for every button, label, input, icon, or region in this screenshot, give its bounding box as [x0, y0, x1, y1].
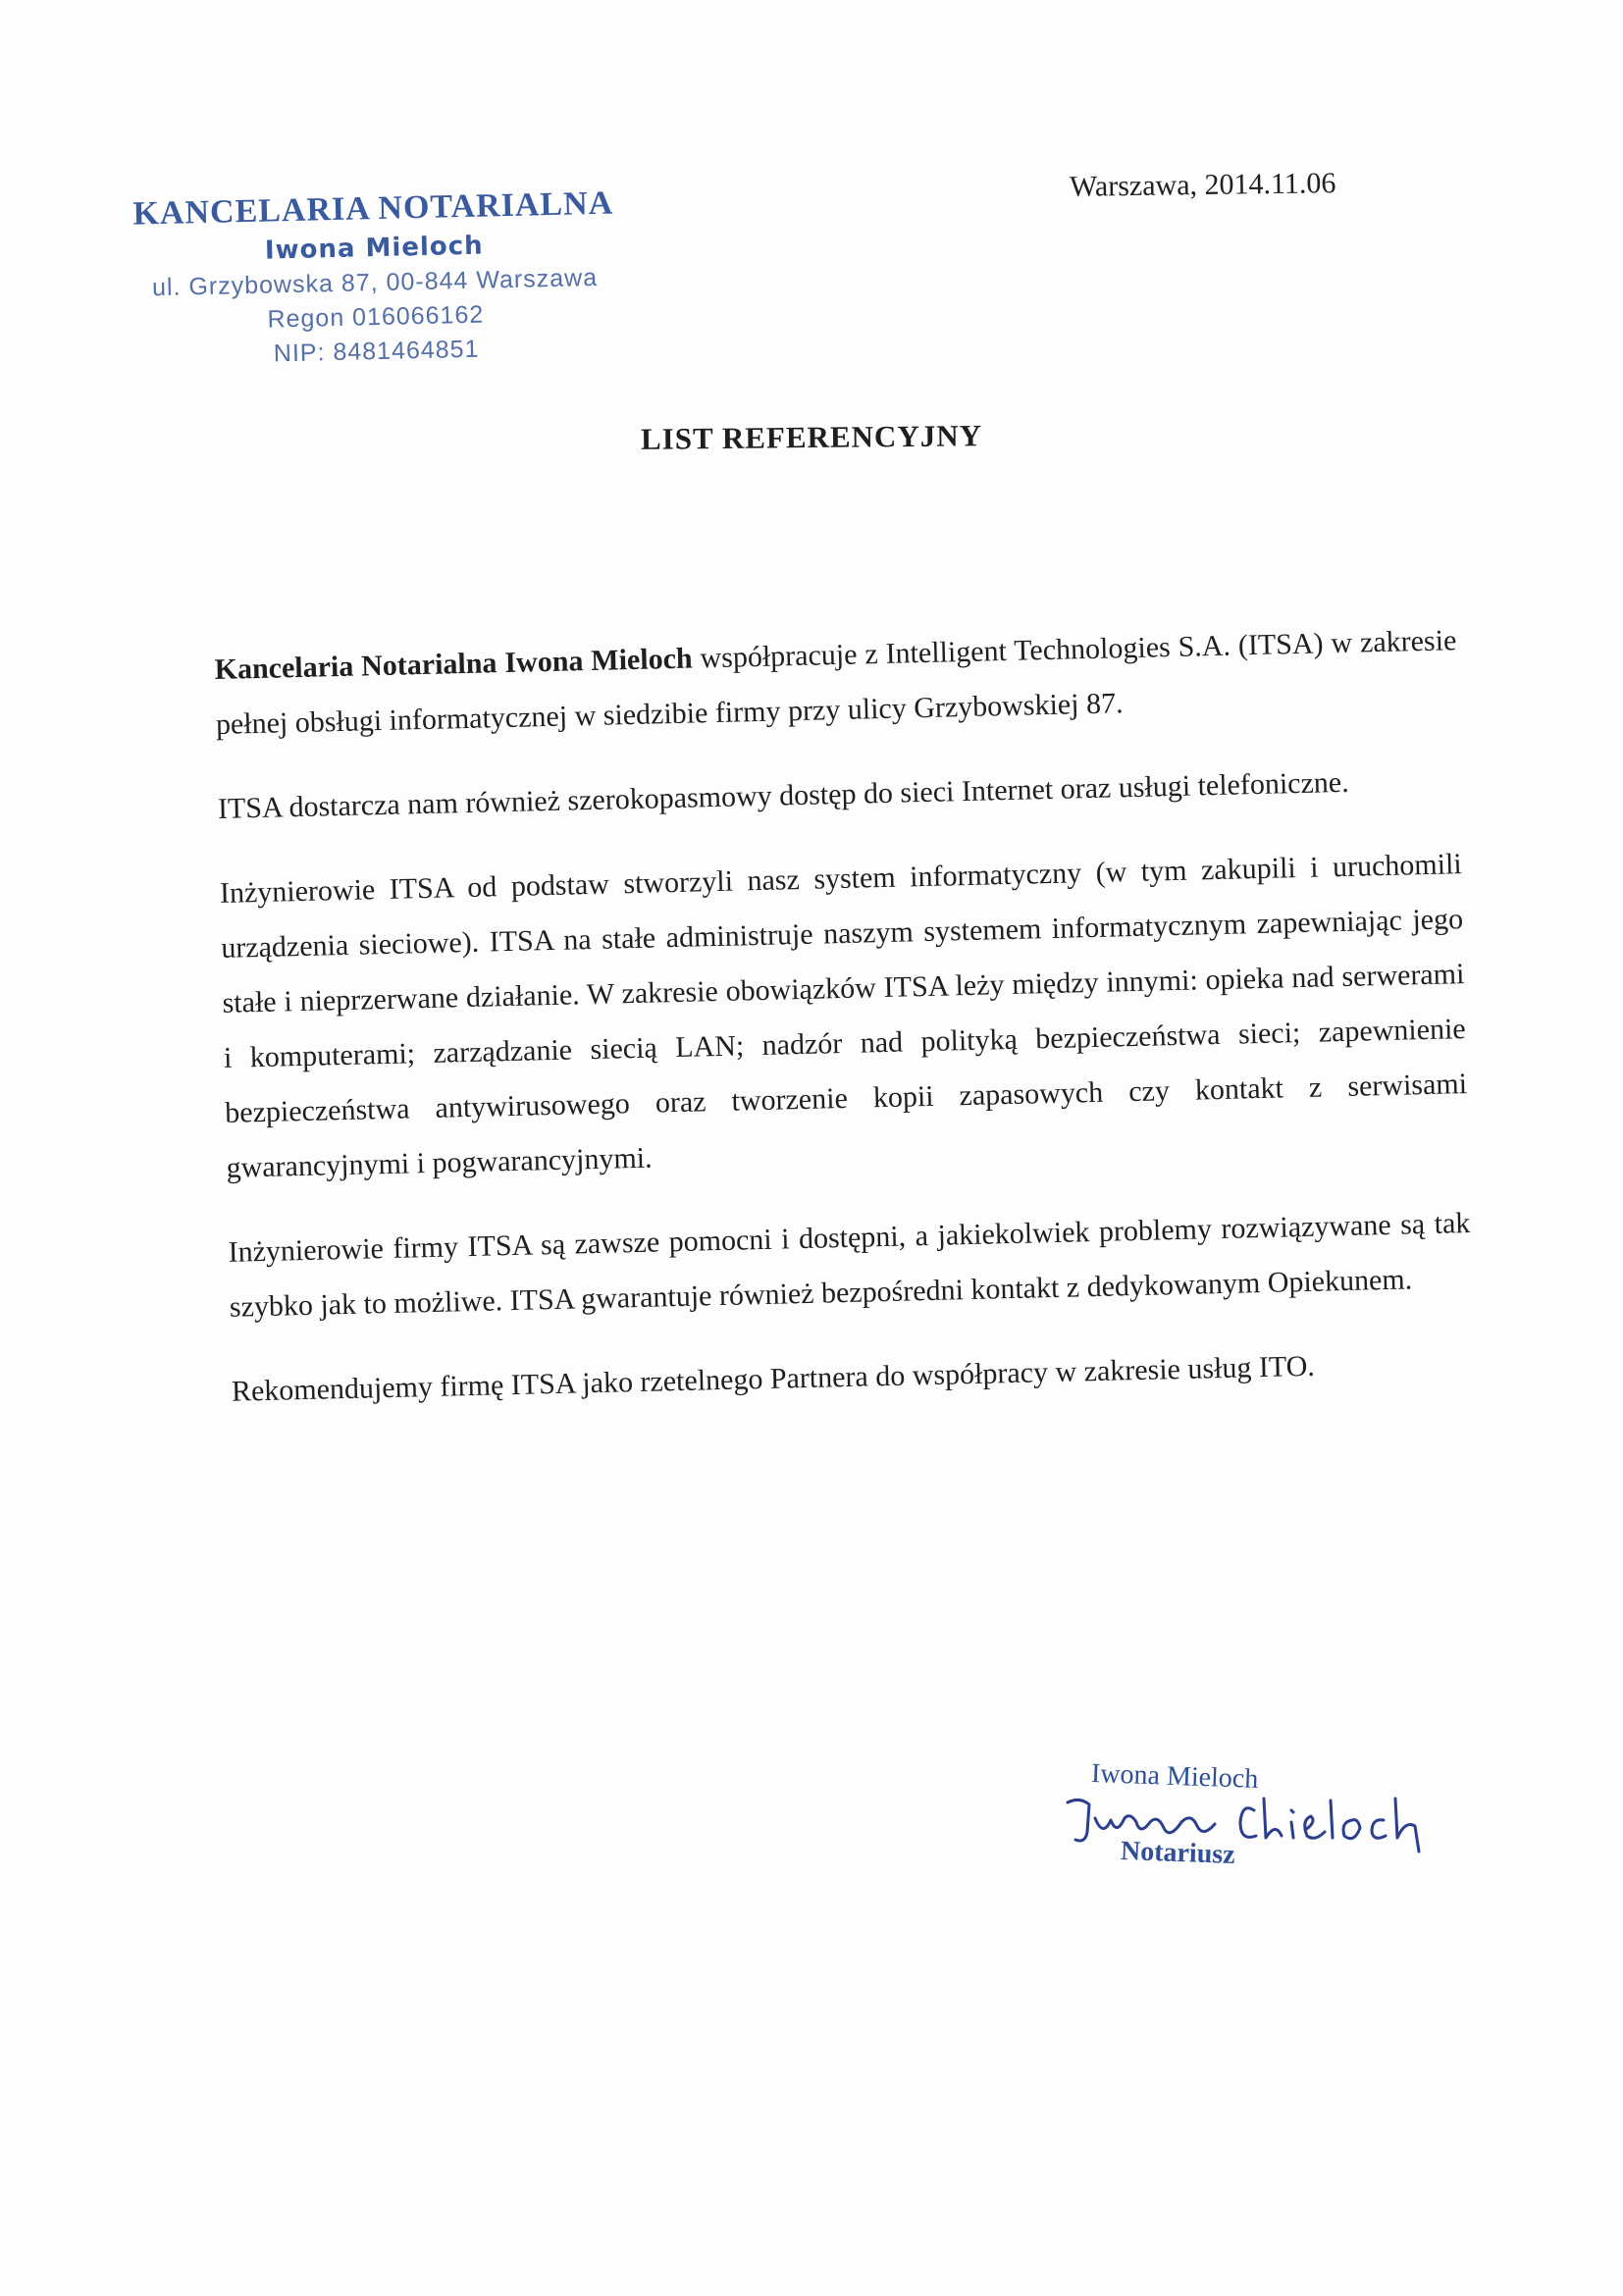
- paragraph-5: Rekomendujemy firmę ITSA jako rzetelnego Partnera do współpracy w zakresie usług ITO.: [231, 1349, 1316, 1408]
- letterhead-stamp: [118, 184, 632, 372]
- paragraph-1-text: współpracuje z Intelligent Technologies S.A. (ITSA) w zakresie pełnej obsługi informatycznej w siedzibie firmy przy ulicy Grzybowskiej 87.: [215, 624, 1457, 741]
- paragraph-3: Inżynierowie ITSA od podstaw stworzyli nasz system informatyczny (w tym zakupili i uruchomili urządzenia sieciowe). ITSA na stałe administruje naszym systemem informatycznym zapewniając jego stałe i nieprzerwane działanie. W zakresie obowiązków ITSA leży między innymi: opieka nad serwerami i komputerami; zarządzanie siecią LAN; nadzór nad polityką bezpieczeństwa sieci; zapewnienie bezpieczeństwa antywirusowego oraz tworzenie kopii zapasowych czy kontakt z serwisami gwarancyjnymi i pogwarancyjnymi.: [219, 848, 1468, 1184]
- letter-body: [214, 613, 1475, 1449]
- paragraph-1-bold: Kancelaria Notarialna Iwona Mieloch: [214, 642, 693, 686]
- paragraph-4: Inżynierowie firmy ITSA są zawsze pomocni i dostępni, a jakiekolwiek problemy rozwiązywane są tak szybko jak to możliwe. ITSA gwarantuje również bezpośredni kontakt z dedykowanym Opiekunem.: [228, 1207, 1471, 1324]
- letterhead-nip: NIP: 8481464851: [273, 335, 480, 368]
- signature-stamp: [1060, 1758, 1472, 1889]
- paragraph-2: ITSA dostarcza nam również szerokopasmowy dostęp do sieci Internet oraz usługi telefoniczne.: [217, 765, 1350, 825]
- signature-name: Iwona Mieloch: [1090, 1758, 1259, 1795]
- paragraph-1: [214, 613, 1458, 753]
- letter-date: Warszawa, 2014.11.06: [1069, 167, 1336, 203]
- signature-role: Notariusz: [1120, 1835, 1236, 1871]
- letterhead-office: KANCELARIA NOTARIALNA: [132, 184, 614, 233]
- letterhead-address: ul. Grzybowska 87, 00-844 Warszawa: [151, 263, 599, 302]
- letterhead-regon: Regon 016066162: [267, 300, 485, 334]
- letter-title: LIST REFERENCYJNY: [640, 418, 983, 456]
- letterhead-owner: Iwona Mieloch: [264, 231, 484, 266]
